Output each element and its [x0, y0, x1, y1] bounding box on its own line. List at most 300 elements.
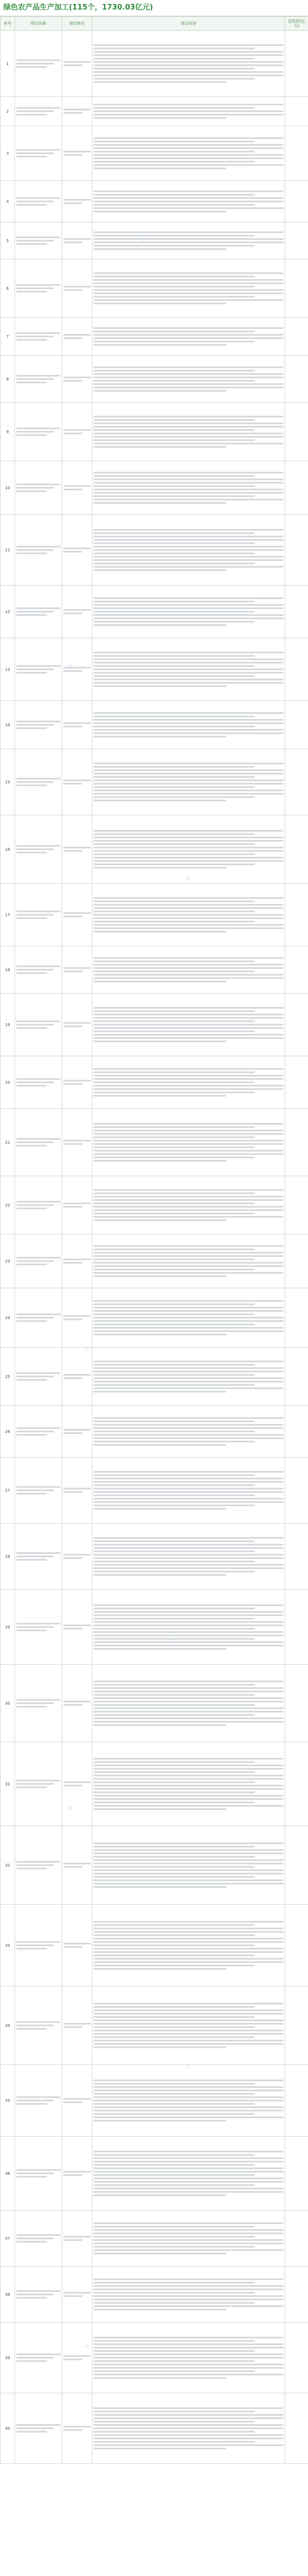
text-line-placeholder	[16, 1626, 54, 1628]
text-line-placeholder	[94, 439, 255, 441]
text-line-placeholder	[94, 1031, 255, 1032]
text-line-placeholder	[63, 61, 91, 63]
illegible-text-lines	[63, 429, 91, 434]
text-line-placeholder	[94, 370, 255, 372]
text-line-placeholder	[94, 2100, 283, 2101]
text-line-placeholder	[94, 1367, 283, 1369]
table-row	[1, 2267, 308, 2323]
row-investment-cell	[285, 749, 308, 815]
illegible-text-lines	[16, 2234, 60, 2243]
row-investment-cell	[285, 2065, 308, 2137]
text-line-placeholder	[94, 783, 283, 785]
row-investment-cell	[285, 586, 308, 638]
row-content-cell	[92, 946, 285, 994]
text-line-placeholder	[94, 2292, 255, 2294]
text-line-placeholder	[63, 1866, 82, 1868]
illegible-text-lines	[94, 272, 283, 304]
illegible-text-lines	[63, 779, 91, 785]
row-number: 25	[1, 1348, 15, 1406]
text-line-placeholder	[94, 286, 255, 287]
text-line-placeholder	[94, 1701, 283, 1702]
table-row	[1, 259, 308, 318]
row-number: 35	[1, 2065, 15, 2137]
text-line-placeholder	[94, 1775, 283, 1776]
row-content-cell	[92, 97, 285, 126]
text-line-placeholder	[16, 1145, 47, 1147]
text-line-placeholder	[94, 1259, 255, 1260]
row-unit-cell	[62, 1524, 92, 1590]
row-content-cell	[92, 701, 285, 749]
text-line-placeholder	[63, 433, 82, 434]
text-line-placeholder	[94, 1788, 283, 1790]
text-line-placeholder	[16, 546, 60, 547]
text-line-placeholder	[94, 1707, 283, 1709]
text-line-placeholder	[94, 51, 283, 53]
row-investment-cell	[285, 222, 308, 259]
text-line-placeholder	[94, 1853, 283, 1854]
row-content-cell	[92, 1742, 285, 1826]
row-name-cell	[15, 403, 62, 461]
illegible-text-lines	[63, 912, 91, 917]
illegible-text-lines	[16, 2354, 60, 2362]
text-line-placeholder	[94, 897, 283, 899]
illegible-text-lines	[63, 2236, 91, 2241]
text-line-placeholder	[63, 2174, 82, 2176]
text-line-placeholder	[94, 1431, 255, 1432]
text-line-placeholder	[94, 1310, 283, 1312]
text-line-placeholder	[16, 1204, 54, 1206]
text-line-placeholder	[94, 1153, 283, 1155]
text-line-placeholder	[94, 2357, 283, 2359]
text-line-placeholder	[94, 830, 283, 832]
text-line-placeholder	[94, 502, 226, 504]
text-line-placeholder	[16, 1082, 54, 1083]
illegible-text-lines	[63, 2098, 91, 2103]
text-line-placeholder	[94, 245, 255, 247]
text-line-placeholder	[94, 1711, 283, 1712]
text-line-placeholder	[63, 64, 82, 66]
illegible-text-lines	[94, 1245, 283, 1277]
text-line-placeholder	[94, 416, 283, 417]
text-line-placeholder	[94, 2093, 255, 2095]
text-line-placeholder	[94, 157, 283, 159]
row-name-cell	[15, 884, 62, 946]
text-line-placeholder	[94, 1082, 255, 1083]
text-line-placeholder	[94, 1951, 283, 1953]
illegible-text-lines	[16, 1201, 60, 1209]
illegible-text-lines	[63, 109, 91, 114]
row-unit-cell	[62, 1109, 92, 1176]
text-line-placeholder	[94, 204, 255, 206]
text-line-placeholder	[94, 2080, 283, 2081]
illegible-text-lines	[16, 966, 60, 974]
text-line-placeholder	[63, 2429, 82, 2431]
text-line-placeholder	[94, 1071, 255, 1073]
text-line-placeholder	[94, 337, 283, 339]
text-line-placeholder	[94, 566, 283, 568]
text-line-placeholder	[94, 621, 255, 623]
text-line-placeholder	[16, 911, 60, 912]
text-line-placeholder	[94, 2184, 255, 2186]
row-content-cell	[92, 461, 285, 515]
illegible-text-lines	[63, 1554, 91, 1559]
row-investment-cell	[285, 515, 308, 586]
text-line-placeholder	[94, 1417, 283, 1419]
text-line-placeholder	[16, 1780, 60, 1781]
row-name-cell	[15, 586, 62, 638]
text-line-placeholder	[94, 1795, 283, 1797]
text-line-placeholder	[94, 2370, 255, 2372]
table-row	[1, 749, 308, 815]
row-investment-cell	[285, 1826, 308, 1905]
text-line-placeholder	[16, 1556, 54, 1557]
text-line-placeholder	[94, 1484, 255, 1486]
text-line-placeholder	[16, 1208, 47, 1209]
text-line-placeholder	[94, 2236, 255, 2238]
text-line-placeholder	[94, 1130, 283, 1131]
text-line-placeholder	[94, 1798, 283, 1800]
text-line-placeholder	[94, 766, 255, 768]
illegible-text-lines	[16, 1138, 60, 1147]
row-number: 2	[1, 97, 15, 126]
row-unit-cell	[62, 318, 92, 356]
text-line-placeholder	[94, 1364, 255, 1366]
table-row	[1, 1590, 308, 1665]
text-line-placeholder	[94, 1638, 255, 1640]
text-line-placeholder	[94, 1437, 283, 1439]
text-line-placeholder	[94, 1778, 283, 1780]
text-line-placeholder	[94, 1275, 226, 1277]
text-line-placeholder	[94, 1785, 283, 1786]
illegible-text-lines	[16, 2169, 60, 2178]
row-content-cell	[92, 1905, 285, 1986]
illegible-text-lines	[16, 845, 60, 853]
text-line-placeholder	[94, 1808, 226, 1810]
text-line-placeholder	[63, 1083, 82, 1085]
row-content-cell	[92, 515, 285, 586]
row-investment-cell	[285, 701, 308, 749]
text-line-placeholder	[94, 2161, 283, 2162]
text-line-placeholder	[94, 850, 283, 852]
text-line-placeholder	[94, 2178, 283, 2179]
text-line-placeholder	[94, 957, 283, 959]
text-line-placeholder	[94, 1608, 255, 1609]
text-line-placeholder	[94, 1095, 226, 1097]
row-content-cell	[92, 2323, 285, 2393]
text-line-placeholder	[94, 1931, 283, 1933]
row-unit-cell	[62, 515, 92, 586]
illegible-text-lines	[16, 107, 60, 115]
text-line-placeholder	[94, 242, 283, 243]
text-line-placeholder	[16, 1623, 60, 1624]
text-line-placeholder	[94, 2367, 283, 2369]
text-line-placeholder	[94, 1471, 283, 1473]
row-name-cell	[15, 1288, 62, 1348]
text-line-placeholder	[94, 436, 283, 438]
illegible-text-lines	[94, 137, 283, 169]
text-line-placeholder	[94, 1938, 283, 1939]
text-line-placeholder	[94, 1007, 283, 1009]
text-line-placeholder	[94, 2305, 283, 2307]
row-name-cell	[15, 222, 62, 259]
text-line-placeholder	[94, 672, 283, 674]
text-line-placeholder	[16, 1630, 47, 1631]
text-line-placeholder	[94, 2033, 283, 2035]
text-line-placeholder	[94, 154, 283, 156]
text-line-placeholder	[94, 1714, 255, 1716]
text-line-placeholder	[63, 971, 82, 972]
text-line-placeholder	[94, 1628, 255, 1630]
text-line-placeholder	[16, 2173, 54, 2174]
text-line-placeholder	[63, 1203, 91, 1204]
text-line-placeholder	[94, 2299, 283, 2300]
text-line-placeholder	[94, 1934, 255, 1936]
text-line-placeholder	[16, 2238, 54, 2239]
text-line-placeholder	[94, 1928, 283, 1929]
text-line-placeholder	[94, 1265, 283, 1267]
text-line-placeholder	[94, 921, 255, 922]
row-name-cell	[15, 126, 62, 181]
row-unit-cell	[62, 2323, 92, 2393]
illegible-text-lines	[94, 416, 283, 448]
illegible-text-lines	[63, 377, 91, 382]
text-line-placeholder	[94, 1554, 283, 1556]
text-line-placeholder	[94, 977, 283, 979]
text-line-placeholder	[94, 1219, 226, 1221]
text-line-placeholder	[94, 652, 283, 653]
text-line-placeholder	[94, 443, 283, 444]
text-line-placeholder	[63, 334, 91, 336]
text-line-placeholder	[94, 607, 283, 609]
row-number: 22	[1, 1176, 15, 1234]
row-investment-cell	[285, 1056, 308, 1109]
illegible-text-lines	[94, 897, 283, 932]
text-line-placeholder	[16, 724, 54, 726]
row-investment-cell	[285, 2137, 308, 2211]
row-investment-cell	[285, 1905, 308, 1986]
text-line-placeholder	[94, 1189, 283, 1191]
row-investment-cell	[285, 318, 308, 356]
text-line-placeholder	[16, 1941, 60, 1943]
text-line-placeholder	[94, 614, 283, 616]
text-line-placeholder	[94, 1474, 255, 1476]
text-line-placeholder	[94, 1421, 255, 1422]
text-line-placeholder	[16, 1702, 54, 1704]
illegible-text-lines	[63, 1488, 91, 1493]
text-line-placeholder	[94, 1873, 283, 1874]
text-line-placeholder	[94, 611, 255, 612]
text-line-placeholder	[94, 54, 283, 56]
text-line-placeholder	[94, 137, 283, 139]
text-line-placeholder	[16, 1078, 60, 1080]
illegible-text-lines	[63, 1863, 91, 1868]
text-line-placeholder	[94, 1941, 283, 1943]
text-line-placeholder	[94, 1206, 283, 1208]
text-line-placeholder	[94, 2239, 283, 2241]
text-line-placeholder	[94, 2222, 283, 2224]
text-line-placeholder	[94, 141, 255, 142]
illegible-text-lines	[16, 1257, 60, 1265]
illegible-text-lines	[63, 847, 91, 852]
row-unit-cell	[62, 1406, 92, 1458]
text-line-placeholder	[94, 546, 283, 547]
text-line-placeholder	[63, 912, 91, 914]
text-line-placeholder	[94, 1621, 283, 1623]
row-name-cell	[15, 1524, 62, 1590]
table-row	[1, 586, 308, 638]
text-line-placeholder	[94, 1320, 283, 1322]
row-content-cell	[92, 815, 285, 884]
row-number: 30	[1, 1665, 15, 1742]
text-line-placeholder	[94, 1505, 255, 1506]
text-line-placeholder	[94, 1488, 283, 1489]
row-content-cell	[92, 1109, 285, 1176]
row-name-cell	[15, 515, 62, 586]
text-line-placeholder	[94, 2243, 283, 2244]
text-line-placeholder	[94, 1618, 255, 1619]
text-line-placeholder	[16, 1376, 54, 1377]
text-line-placeholder	[16, 197, 60, 199]
illegible-text-lines	[63, 1429, 91, 1434]
text-line-placeholder	[63, 967, 91, 969]
text-line-placeholder	[94, 1213, 255, 1214]
text-line-placeholder	[94, 1196, 283, 1198]
row-number: 38	[1, 2267, 15, 2323]
table-row	[1, 1826, 308, 1905]
illegible-text-lines	[63, 199, 91, 204]
text-line-placeholder	[63, 1704, 82, 1706]
table-row	[1, 97, 308, 126]
text-line-placeholder	[16, 1372, 60, 1374]
text-line-placeholder	[94, 1078, 283, 1080]
row-name-cell	[15, 1234, 62, 1288]
text-line-placeholder	[94, 1327, 283, 1329]
text-line-placeholder	[63, 916, 82, 917]
text-line-placeholder	[94, 1886, 226, 1888]
text-line-placeholder	[94, 161, 255, 163]
text-line-placeholder	[94, 2285, 283, 2287]
illegible-text-lines	[94, 44, 283, 83]
illegible-text-lines	[16, 1941, 60, 1950]
text-line-placeholder	[94, 1849, 283, 1851]
page-title: 绿色农产品生产加工(115个，1730.03亿元)	[0, 0, 308, 16]
text-line-placeholder	[94, 2374, 283, 2375]
text-line-placeholder	[94, 1547, 283, 1549]
text-line-placeholder	[94, 1761, 255, 1763]
row-content-cell	[92, 222, 285, 259]
row-investment-cell	[285, 1986, 308, 2065]
text-line-placeholder	[16, 484, 60, 485]
row-number: 7	[1, 318, 15, 356]
illegible-text-lines	[94, 1471, 283, 1510]
text-line-placeholder	[94, 907, 283, 909]
text-line-placeholder	[16, 2025, 54, 2026]
text-line-placeholder	[94, 276, 255, 277]
text-line-placeholder	[16, 1260, 54, 1262]
row-content-cell	[92, 2267, 285, 2323]
text-line-placeholder	[94, 495, 255, 497]
illegible-text-lines	[94, 1921, 283, 1970]
illegible-text-lines	[94, 2151, 283, 2196]
text-line-placeholder	[16, 1085, 47, 1087]
text-line-placeholder	[16, 66, 47, 68]
text-line-placeholder	[16, 149, 60, 151]
illegible-text-lines	[94, 472, 283, 504]
text-line-placeholder	[94, 1324, 255, 1325]
row-unit-cell	[62, 884, 92, 946]
text-line-placeholder	[16, 969, 54, 971]
text-line-placeholder	[94, 860, 283, 862]
text-line-placeholder	[63, 154, 82, 156]
illegible-text-lines	[94, 1361, 283, 1393]
text-line-placeholder	[94, 2246, 255, 2248]
text-line-placeholder	[94, 556, 283, 558]
illegible-text-lines	[16, 778, 60, 786]
text-line-placeholder	[94, 1641, 283, 1643]
illegible-text-lines	[94, 2222, 283, 2254]
row-investment-cell	[285, 1348, 308, 1406]
row-number: 28	[1, 1524, 15, 1590]
row-number: 40	[1, 2393, 15, 2464]
illegible-text-lines	[63, 609, 91, 614]
text-line-placeholder	[94, 911, 255, 912]
row-name-cell	[15, 2065, 62, 2137]
text-line-placeholder	[94, 1334, 226, 1335]
text-line-placeholder	[94, 1968, 226, 1970]
text-line-placeholder	[94, 2030, 283, 2031]
row-number: 23	[1, 1234, 15, 1288]
row-unit-cell	[62, 2137, 92, 2211]
table-row	[1, 2065, 308, 2137]
row-name-cell	[15, 946, 62, 994]
text-line-placeholder	[16, 2176, 47, 2178]
row-investment-cell	[285, 2323, 308, 2393]
illegible-text-lines	[94, 2407, 283, 2449]
text-line-placeholder	[94, 2343, 283, 2345]
row-unit-cell	[62, 1665, 92, 1742]
table-row	[1, 701, 308, 749]
text-line-placeholder	[63, 2023, 91, 2025]
text-line-placeholder	[16, 1489, 54, 1491]
text-line-placeholder	[94, 549, 283, 551]
text-line-placeholder	[94, 272, 283, 274]
table-row	[1, 126, 308, 181]
text-line-placeholder	[94, 366, 283, 368]
text-line-placeholder	[16, 1320, 47, 1322]
table-row	[1, 1176, 308, 1234]
text-line-placeholder	[63, 1315, 91, 1317]
table-row	[1, 815, 308, 884]
text-line-placeholder	[94, 2113, 255, 2115]
row-content-cell	[92, 2211, 285, 2267]
row-number: 6	[1, 259, 15, 318]
text-line-placeholder	[94, 2188, 283, 2189]
text-line-placeholder	[94, 2103, 255, 2105]
illegible-text-lines	[63, 485, 91, 490]
text-line-placeholder	[63, 783, 82, 785]
text-line-placeholder	[94, 472, 283, 474]
text-line-placeholder	[63, 2359, 82, 2360]
text-line-placeholder	[16, 1201, 60, 1203]
text-line-placeholder	[63, 2295, 82, 2297]
text-line-placeholder	[16, 110, 54, 112]
illegible-text-lines	[16, 332, 60, 341]
text-line-placeholder	[16, 236, 60, 238]
text-line-placeholder	[94, 1498, 283, 1500]
row-content-cell	[92, 749, 285, 815]
text-line-placeholder	[94, 1133, 283, 1135]
row-content-cell	[92, 181, 285, 222]
